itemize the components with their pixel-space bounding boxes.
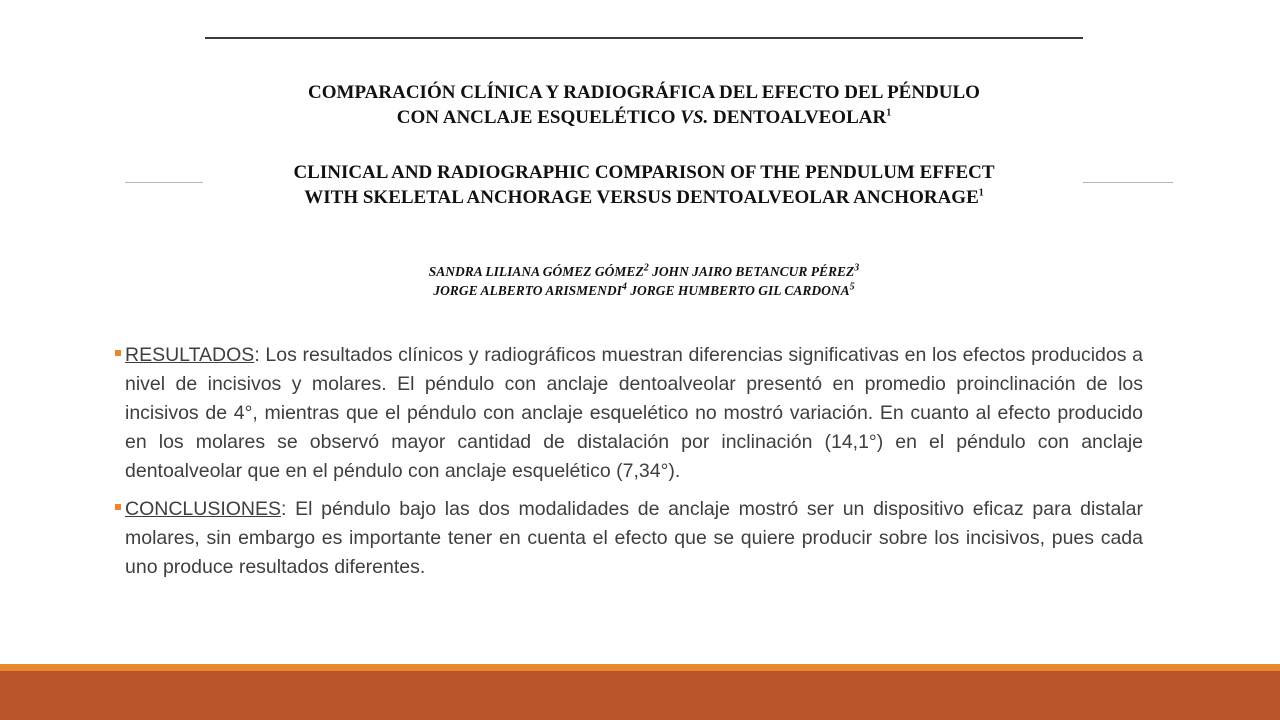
footer-accent-bar xyxy=(0,664,1280,671)
author-name: JORGE ALBERTO ARISMENDI xyxy=(433,283,622,298)
spanish-title-vs: VS. xyxy=(680,107,709,128)
authors-line-1 xyxy=(205,262,1083,281)
results-paragraph xyxy=(115,341,1143,486)
authors-line-2 xyxy=(205,281,1083,300)
author-footnote: 5 xyxy=(849,281,855,293)
left-divider-line xyxy=(125,182,203,183)
slide-body xyxy=(115,341,1143,591)
results-heading: RESULTADOS xyxy=(125,344,255,366)
author-footnote: 3 xyxy=(854,262,860,274)
author-list xyxy=(205,262,1083,300)
conclusions-heading: CONCLUSIONES xyxy=(125,498,282,520)
spanish-title-part-b: DENTOALVEOLAR xyxy=(708,107,887,128)
author-name: JOHN JAIRO BETANCUR PÉREZ xyxy=(652,264,855,279)
english-title-line-1: CLINICAL AND RADIOGRAPHIC COMPARISON OF THE PENDULUM EFFECT xyxy=(293,162,995,183)
spanish-title xyxy=(205,80,1083,130)
author-name: SANDRA LILIANA GÓMEZ GÓMEZ xyxy=(428,264,644,279)
english-title-footnote: 1 xyxy=(978,187,984,199)
square-bullet-icon xyxy=(115,350,121,356)
author-footnote: 4 xyxy=(621,281,627,293)
english-title-line-2-text: WITH SKELETAL ANCHORAGE VERSUS DENTOALVEOLAR ANCHORAGE xyxy=(304,187,979,208)
author-name: JORGE HUMBERTO GIL CARDONA xyxy=(630,283,850,298)
spanish-title-line-1: COMPARACIÓN CLÍNICA Y RADIOGRÁFICA DEL EFECTO DEL PÉNDULO xyxy=(308,82,980,103)
conclusions-paragraph xyxy=(115,495,1143,582)
right-divider-line xyxy=(1083,182,1173,183)
spanish-title-part-a: CON ANCLAJE ESQUELÉTICO xyxy=(396,107,681,128)
author-footnote: 2 xyxy=(643,262,649,274)
footer-bar xyxy=(0,671,1280,720)
results-text: : Los resultados clínicos y radiográficos muestran diferencias significativas en los efectos producidos a nivel de incisivos y molares. El péndulo con anclaje dentoalveolar presentó en promedio proinclinación de los incisivos de 4°, mientras que el péndulo con anclaje esquelético no mostró variación. En cuanto al efecto producido en los molares se observó mayor cantidad de distalación por inclinación (14,1°) en el péndulo con anclaje dentoalveolar que en el péndulo con anclaje esquelético (7,34°). xyxy=(125,344,1143,482)
spanish-title-footnote: 1 xyxy=(886,107,892,119)
square-bullet-icon xyxy=(115,504,121,510)
english-title xyxy=(205,160,1083,210)
title-top-rule xyxy=(205,37,1083,39)
spanish-title-line-2 xyxy=(205,105,1083,130)
conclusions-text: : El péndulo bajo las dos modalidades de anclaje mostró ser un dispositivo eficaz para distalar molares, sin embargo es importante tener en cuenta el efecto que se quiere producir sobre los incisivos, pues cada uno produce resultados diferentes. xyxy=(125,498,1143,578)
english-title-line-2 xyxy=(205,185,1083,210)
